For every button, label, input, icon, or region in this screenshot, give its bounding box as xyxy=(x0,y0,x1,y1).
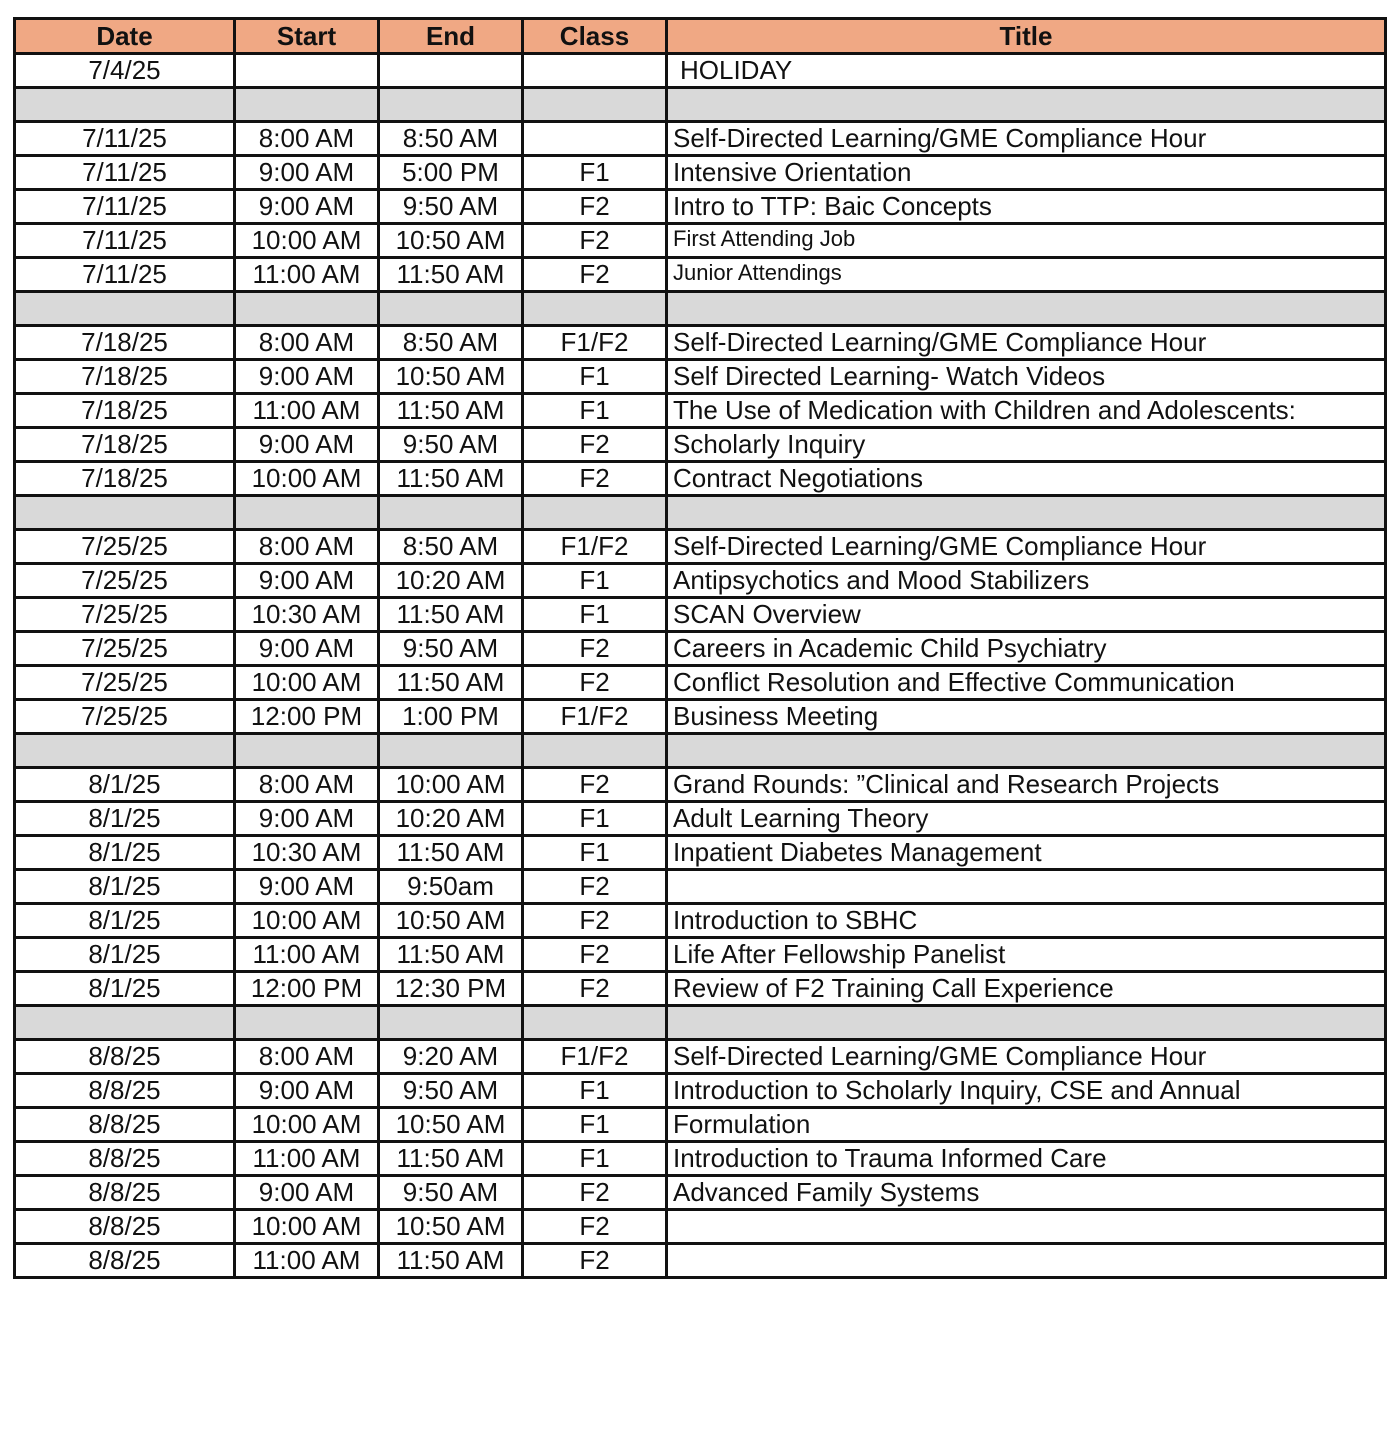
table-row xyxy=(15,904,1386,938)
separator-cell xyxy=(523,88,667,122)
start-time-cell: 10:30 AM xyxy=(235,598,379,632)
end-time-cell: 10:20 AM xyxy=(379,802,523,836)
table-row xyxy=(15,1074,1386,1108)
class-cell: F1 xyxy=(523,156,667,190)
start-time-cell: 11:00 AM xyxy=(235,394,379,428)
class-cell xyxy=(523,122,667,156)
class-cell: F2 xyxy=(523,768,667,802)
end-time-cell: 11:50 AM xyxy=(379,836,523,870)
title-cell: Business Meeting xyxy=(667,700,1386,734)
start-time-cell: 9:00 AM xyxy=(235,360,379,394)
start-time-cell: 9:00 AM xyxy=(235,870,379,904)
separator-cell xyxy=(523,496,667,530)
date-cell: 7/11/25 xyxy=(15,258,235,292)
title-cell: Scholarly Inquiry xyxy=(667,428,1386,462)
end-time-cell: 11:50 AM xyxy=(379,938,523,972)
class-cell: F2 xyxy=(523,938,667,972)
separator-row xyxy=(15,1006,1386,1040)
start-time-cell: 11:00 AM xyxy=(235,938,379,972)
class-cell: F1/F2 xyxy=(523,530,667,564)
date-cell: 7/4/25 xyxy=(15,54,235,88)
title-cell: Antipsychotics and Mood Stabilizers xyxy=(667,564,1386,598)
end-time-cell: 8:50 AM xyxy=(379,326,523,360)
table-row xyxy=(15,1108,1386,1142)
class-cell: F1 xyxy=(523,598,667,632)
title-cell: SCAN Overview xyxy=(667,598,1386,632)
date-cell: 7/25/25 xyxy=(15,666,235,700)
date-cell: 7/18/25 xyxy=(15,394,235,428)
start-time-cell: 8:00 AM xyxy=(235,768,379,802)
title-cell: Conflict Resolution and Effective Communication xyxy=(667,666,1386,700)
class-cell: F1 xyxy=(523,802,667,836)
date-cell: 7/25/25 xyxy=(15,700,235,734)
title-cell: Self Directed Learning- Watch Videos xyxy=(667,360,1386,394)
class-cell: F1 xyxy=(523,1108,667,1142)
table-row xyxy=(15,802,1386,836)
class-cell: F2 xyxy=(523,1176,667,1210)
separator-cell xyxy=(523,734,667,768)
table-row xyxy=(15,428,1386,462)
separator-cell xyxy=(15,88,235,122)
table-row xyxy=(15,1142,1386,1176)
table-row xyxy=(15,224,1386,258)
start-time-cell: 9:00 AM xyxy=(235,428,379,462)
start-time-cell: 10:00 AM xyxy=(235,904,379,938)
start-time-cell: 10:00 AM xyxy=(235,462,379,496)
date-cell: 7/25/25 xyxy=(15,530,235,564)
date-cell: 7/18/25 xyxy=(15,462,235,496)
start-time-cell: 11:00 AM xyxy=(235,1142,379,1176)
start-time-cell xyxy=(235,54,379,88)
class-cell: F1 xyxy=(523,1142,667,1176)
date-cell: 8/8/25 xyxy=(15,1142,235,1176)
title-cell xyxy=(667,870,1386,904)
end-time-cell: 10:00 AM xyxy=(379,768,523,802)
date-cell: 7/11/25 xyxy=(15,190,235,224)
separator-cell xyxy=(667,734,1386,768)
separator-cell xyxy=(379,292,523,326)
title-cell: Careers in Academic Child Psychiatry xyxy=(667,632,1386,666)
date-cell: 7/11/25 xyxy=(15,156,235,190)
date-cell: 7/25/25 xyxy=(15,598,235,632)
separator-cell xyxy=(15,1006,235,1040)
end-time-cell: 8:50 AM xyxy=(379,530,523,564)
title-cell: Grand Rounds: ”Clinical and Research Projects xyxy=(667,768,1386,802)
end-time-cell: 9:50 AM xyxy=(379,632,523,666)
end-time-cell: 11:50 AM xyxy=(379,666,523,700)
title-cell: Self-Directed Learning/GME Compliance Hour xyxy=(667,530,1386,564)
date-cell: 7/25/25 xyxy=(15,564,235,598)
class-cell: F2 xyxy=(523,870,667,904)
table-row xyxy=(15,462,1386,496)
start-time-cell: 8:00 AM xyxy=(235,530,379,564)
separator-row xyxy=(15,496,1386,530)
date-cell: 8/1/25 xyxy=(15,802,235,836)
title-cell: Introduction to SBHC xyxy=(667,904,1386,938)
table-row xyxy=(15,870,1386,904)
end-time-cell: 10:20 AM xyxy=(379,564,523,598)
schedule-table xyxy=(13,17,1387,1279)
end-time-cell: 10:50 AM xyxy=(379,1210,523,1244)
column-header-date: Date xyxy=(15,19,235,54)
date-cell: 8/8/25 xyxy=(15,1074,235,1108)
separator-row xyxy=(15,88,1386,122)
title-cell: Formulation xyxy=(667,1108,1386,1142)
class-cell: F1 xyxy=(523,394,667,428)
date-cell: 8/1/25 xyxy=(15,938,235,972)
start-time-cell: 9:00 AM xyxy=(235,564,379,598)
column-header-class: Class xyxy=(523,19,667,54)
class-cell xyxy=(523,54,667,88)
title-cell: Life After Fellowship Panelist xyxy=(667,938,1386,972)
title-cell: Intro to TTP: Baic Concepts xyxy=(667,190,1386,224)
separator-cell xyxy=(523,292,667,326)
date-cell: 8/8/25 xyxy=(15,1040,235,1074)
title-cell: Junior Attendings xyxy=(667,258,1386,292)
table-row xyxy=(15,1040,1386,1074)
separator-cell xyxy=(667,1006,1386,1040)
class-cell: F2 xyxy=(523,666,667,700)
date-cell: 8/1/25 xyxy=(15,768,235,802)
date-cell: 7/11/25 xyxy=(15,122,235,156)
date-cell: 8/8/25 xyxy=(15,1176,235,1210)
table-header xyxy=(15,19,1386,54)
class-cell: F2 xyxy=(523,904,667,938)
date-cell: 7/18/25 xyxy=(15,428,235,462)
start-time-cell: 9:00 AM xyxy=(235,156,379,190)
title-cell: Contract Negotiations xyxy=(667,462,1386,496)
date-cell: 7/18/25 xyxy=(15,326,235,360)
end-time-cell: 10:50 AM xyxy=(379,224,523,258)
table-row xyxy=(15,530,1386,564)
table-row xyxy=(15,700,1386,734)
class-cell: F1/F2 xyxy=(523,1040,667,1074)
separator-cell xyxy=(235,1006,379,1040)
end-time-cell: 11:50 AM xyxy=(379,258,523,292)
title-cell: Self-Directed Learning/GME Compliance Hour xyxy=(667,326,1386,360)
title-cell xyxy=(667,1210,1386,1244)
title-cell: The Use of Medication with Children and Adolescents: xyxy=(667,394,1386,428)
start-time-cell: 8:00 AM xyxy=(235,1040,379,1074)
start-time-cell: 10:00 AM xyxy=(235,1210,379,1244)
table-row xyxy=(15,258,1386,292)
class-cell: F2 xyxy=(523,462,667,496)
separator-cell xyxy=(15,496,235,530)
class-cell: F1/F2 xyxy=(523,700,667,734)
separator-row xyxy=(15,734,1386,768)
table-row xyxy=(15,394,1386,428)
start-time-cell: 9:00 AM xyxy=(235,1074,379,1108)
class-cell: F2 xyxy=(523,972,667,1006)
separator-cell xyxy=(379,1006,523,1040)
title-cell: Introduction to Scholarly Inquiry, CSE and Annual xyxy=(667,1074,1386,1108)
separator-row xyxy=(15,292,1386,326)
start-time-cell: 11:00 AM xyxy=(235,1244,379,1278)
table-body xyxy=(15,54,1386,1278)
title-cell: Adult Learning Theory xyxy=(667,802,1386,836)
title-cell: Advanced Family Systems xyxy=(667,1176,1386,1210)
start-time-cell: 9:00 AM xyxy=(235,632,379,666)
class-cell: F2 xyxy=(523,1210,667,1244)
start-time-cell: 9:00 AM xyxy=(235,1176,379,1210)
class-cell: F1 xyxy=(523,836,667,870)
class-cell: F2 xyxy=(523,428,667,462)
title-cell xyxy=(667,1244,1386,1278)
start-time-cell: 9:00 AM xyxy=(235,190,379,224)
class-cell: F1 xyxy=(523,564,667,598)
table-row xyxy=(15,938,1386,972)
separator-cell xyxy=(235,734,379,768)
table-row xyxy=(15,156,1386,190)
title-cell: Self-Directed Learning/GME Compliance Hour xyxy=(667,1040,1386,1074)
end-time-cell: 10:50 AM xyxy=(379,1108,523,1142)
end-time-cell: 11:50 AM xyxy=(379,1244,523,1278)
table-row xyxy=(15,564,1386,598)
separator-cell xyxy=(523,1006,667,1040)
separator-cell xyxy=(15,734,235,768)
table-row xyxy=(15,1244,1386,1278)
column-header-start: Start xyxy=(235,19,379,54)
start-time-cell: 9:00 AM xyxy=(235,802,379,836)
date-cell: 7/11/25 xyxy=(15,224,235,258)
class-cell: F2 xyxy=(523,1244,667,1278)
title-cell: Review of F2 Training Call Experience xyxy=(667,972,1386,1006)
start-time-cell: 8:00 AM xyxy=(235,326,379,360)
table-row xyxy=(15,632,1386,666)
end-time-cell: 9:50am xyxy=(379,870,523,904)
title-cell: Introduction to Trauma Informed Care xyxy=(667,1142,1386,1176)
separator-cell xyxy=(667,496,1386,530)
date-cell: 8/1/25 xyxy=(15,836,235,870)
end-time-cell: 11:50 AM xyxy=(379,1142,523,1176)
end-time-cell xyxy=(379,54,523,88)
start-time-cell: 10:30 AM xyxy=(235,836,379,870)
table-row xyxy=(15,326,1386,360)
class-cell: F1/F2 xyxy=(523,326,667,360)
date-cell: 8/8/25 xyxy=(15,1210,235,1244)
date-cell: 7/25/25 xyxy=(15,632,235,666)
start-time-cell: 11:00 AM xyxy=(235,258,379,292)
start-time-cell: 12:00 PM xyxy=(235,700,379,734)
table-row xyxy=(15,122,1386,156)
date-cell: 7/18/25 xyxy=(15,360,235,394)
column-header-title: Title xyxy=(667,19,1386,54)
separator-cell xyxy=(379,734,523,768)
title-cell: First Attending Job xyxy=(667,224,1386,258)
table-row xyxy=(15,360,1386,394)
end-time-cell: 1:00 PM xyxy=(379,700,523,734)
date-cell: 8/8/25 xyxy=(15,1108,235,1142)
end-time-cell: 9:50 AM xyxy=(379,190,523,224)
table-row xyxy=(15,1210,1386,1244)
title-cell: Inpatient Diabetes Management xyxy=(667,836,1386,870)
end-time-cell: 9:50 AM xyxy=(379,428,523,462)
start-time-cell: 10:00 AM xyxy=(235,224,379,258)
end-time-cell: 8:50 AM xyxy=(379,122,523,156)
separator-cell xyxy=(235,496,379,530)
separator-cell xyxy=(379,496,523,530)
start-time-cell: 12:00 PM xyxy=(235,972,379,1006)
table-row xyxy=(15,1176,1386,1210)
date-cell: 8/8/25 xyxy=(15,1244,235,1278)
separator-cell xyxy=(667,88,1386,122)
start-time-cell: 8:00 AM xyxy=(235,122,379,156)
end-time-cell: 10:50 AM xyxy=(379,360,523,394)
date-cell: 8/1/25 xyxy=(15,904,235,938)
end-time-cell: 9:20 AM xyxy=(379,1040,523,1074)
date-cell: 8/1/25 xyxy=(15,870,235,904)
table-row xyxy=(15,768,1386,802)
title-cell: Self-Directed Learning/GME Compliance Hour xyxy=(667,122,1386,156)
table-row xyxy=(15,54,1386,88)
separator-cell xyxy=(667,292,1386,326)
table-row xyxy=(15,972,1386,1006)
end-time-cell: 9:50 AM xyxy=(379,1176,523,1210)
separator-cell xyxy=(15,292,235,326)
table-row xyxy=(15,666,1386,700)
end-time-cell: 9:50 AM xyxy=(379,1074,523,1108)
date-cell: 8/1/25 xyxy=(15,972,235,1006)
end-time-cell: 12:30 PM xyxy=(379,972,523,1006)
table-row xyxy=(15,190,1386,224)
table-row xyxy=(15,836,1386,870)
column-header-end: End xyxy=(379,19,523,54)
class-cell: F2 xyxy=(523,632,667,666)
end-time-cell: 11:50 AM xyxy=(379,598,523,632)
class-cell: F1 xyxy=(523,360,667,394)
separator-cell xyxy=(235,88,379,122)
end-time-cell: 11:50 AM xyxy=(379,394,523,428)
class-cell: F2 xyxy=(523,258,667,292)
title-cell: Intensive Orientation xyxy=(667,156,1386,190)
title-cell: HOLIDAY xyxy=(667,54,1386,88)
table-row xyxy=(15,598,1386,632)
separator-cell xyxy=(235,292,379,326)
separator-cell xyxy=(379,88,523,122)
start-time-cell: 10:00 AM xyxy=(235,1108,379,1142)
header-row xyxy=(15,19,1386,54)
class-cell: F2 xyxy=(523,224,667,258)
end-time-cell: 11:50 AM xyxy=(379,462,523,496)
end-time-cell: 5:00 PM xyxy=(379,156,523,190)
start-time-cell: 10:00 AM xyxy=(235,666,379,700)
end-time-cell: 10:50 AM xyxy=(379,904,523,938)
class-cell: F2 xyxy=(523,190,667,224)
class-cell: F1 xyxy=(523,1074,667,1108)
